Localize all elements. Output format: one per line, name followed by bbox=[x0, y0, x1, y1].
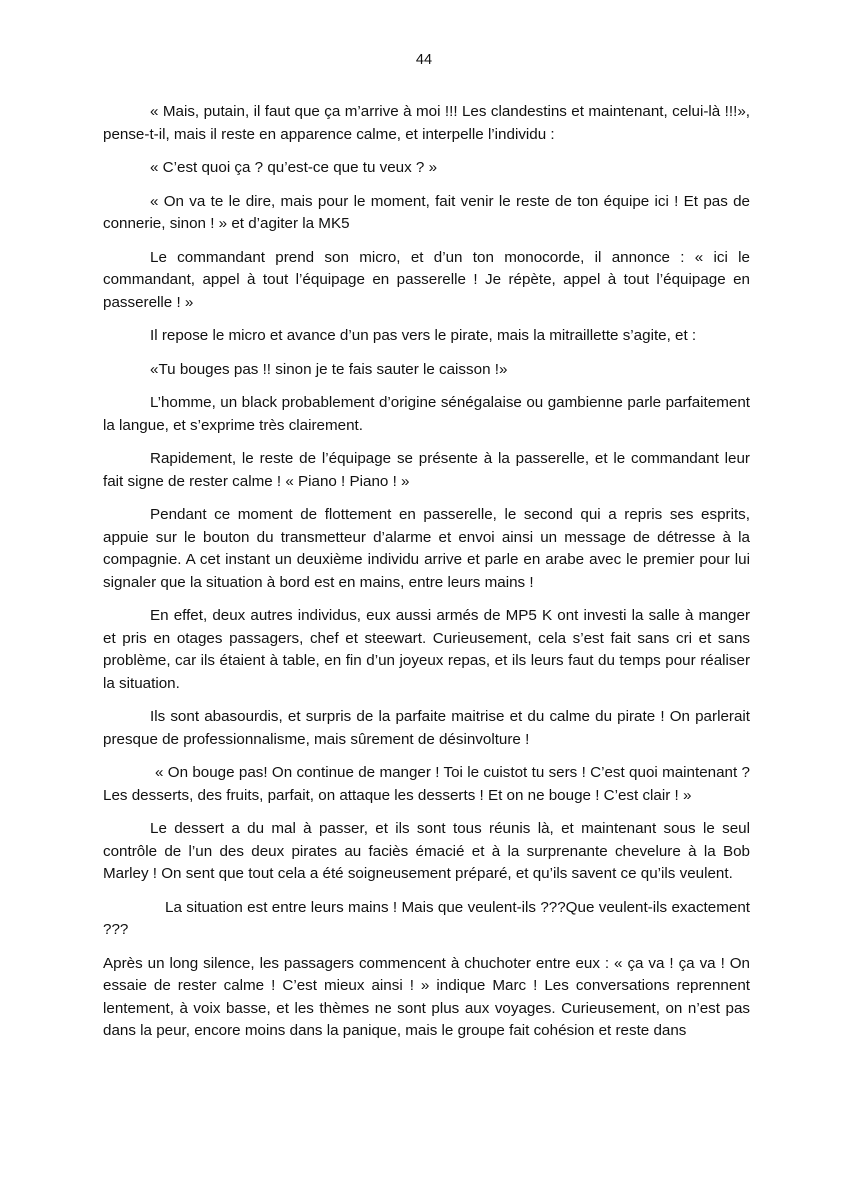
paragraph: Il repose le micro et avance d’un pas vers le pirate, mais la mitraillette s’agite, et : bbox=[150, 327, 697, 344]
paragraph: Rapidement, le reste de l’équipage se présente à la passerelle, et le commandant leur fait signe de rester calme ! « Piano ! Piano ! » bbox=[103, 450, 750, 490]
paragraph: Pendant ce moment de flottement en passerelle, le second qui a repris ses esprits, appuie sur le bouton du transmetteur d’alarme et envoi ainsi un message de détresse à la compagnie. A cet instant un deuxième individu arrive et parle en arabe avec le premier pour lui signaler que la situation à bord est en mains, entre leurs mains ! bbox=[103, 506, 750, 591]
paragraph: «Tu bouges pas !! sinon je te fais sauter le caisson !» bbox=[150, 360, 508, 378]
paragraph: En effet, deux autres individus, eux aussi armés de MP5 K ont investi la salle à manger et pris en otages passagers, chef et steewart. Curieusement, cela s’est fait sans cri et sans problème, car ils étaient à table, en fin d’un joyeux repas, et ils leurs faut du temps pour réaliser la situation. bbox=[103, 607, 750, 692]
paragraph: Le dessert a du mal à passer, et ils sont tous réunis là, et maintenant sous le seul contrôle de l’un des deux pirates au faciès émacié et à la surprenante chevelure à la Bob Marley ! On sent que tout cela a été soigneusement préparé, et qu’ils savent ce qu’ils veulent. bbox=[103, 820, 750, 882]
paragraph: « On va te le dire, mais pour le moment, fait venir le reste de ton équipe ici ! Et pas de connerie, sinon ! » et d’agiter la MK5 bbox=[103, 192, 750, 232]
paragraph: Après un long silence, les passagers commencent à chuchoter entre eux : « ça va ! ça va ! On essaie de rester calme ! C’est mieux ainsi ! » indique Marc ! Les conversations reprennent lentement, à voix basse, et les thèmes ne sont plus aux voyages. Curieusement, on n’est pas dans la peur, encore moins dans la panique, mais le groupe fait cohésion et reste dans bbox=[103, 954, 750, 1039]
paragraph: Le commandant prend son micro, et d’un ton monocorde, il annonce : « ici le commandant, appel à tout l’équipage en passerelle ! Je répète, appel à tout l’équipage en passerelle ! » bbox=[103, 248, 750, 311]
paragraph: « On bouge pas! On continue de manger ! Toi le cuistot tu sers ! C’est quoi maintenant ? Les desserts, des fruits, parfait, on attaque les desserts ! Et on ne bouge ! C’est clair ! » bbox=[103, 764, 750, 804]
paragraph: La situation est entre leurs mains ! Mais que veulent-ils ???Que veulent-ils exactement ??? bbox=[103, 898, 750, 938]
paragraph: « C’est quoi ça ? qu’est-ce que tu veux ? » bbox=[150, 159, 438, 176]
body-text bbox=[103, 101, 750, 1054]
paragraph: Ils sont abasourdis, et surpris de la parfaite maitrise et du calme du pirate ! On parlerait presque de professionnalisme, mais sûrement de désinvolture ! bbox=[103, 708, 750, 748]
paragraph: « Mais, putain, il faut que ça m’arrive à moi !!! Les clandestins et maintenant, celui-là !!!», pense-t-il, mais il reste en apparence calme, et interpelle l’individu : bbox=[103, 103, 750, 143]
page-number: 44 bbox=[415, 52, 433, 68]
paragraph: L’homme, un black probablement d’origine sénégalaise ou gambienne parle parfaitement la langue, et s’exprime très clairement. bbox=[103, 394, 750, 434]
